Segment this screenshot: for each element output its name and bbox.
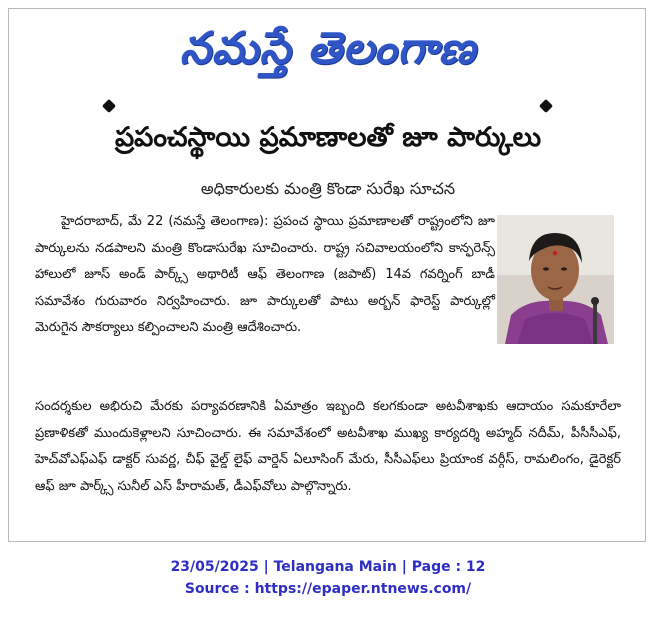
article-body-bottom: సందర్శకుల అభిరుచి మేరకు పర్యావరణానికి ఏమాత్రం ఇబ్బంది కలగకుండా అటవీశాఖకు ఆదాయం సమకూరేలా ప్రణాళికతో ముందుకెళ్లాలని సూచించారు. ఈ సమావేశంలో అటవీశాఖ ముఖ్య కార్యదర్శి అహ్మద్ నదీమ్, పీసీసీఎఫ్, హెచ్‌వోఎఫ్‌ఎఫ్ డాక్టర్ సువర్ణ, చీఫ్ వైల్డ్ లైఫ్ వార్డెన్ ఏలూసింగ్ మేరు, సీసీఎఫ్‌లు ప్రియాంక వర్గీస్, రామలింగం, డైరెక్టర్ ఆఫ్ జూ పార్క్స్ సునీల్ ఎస్ హీరామత్, డీఎఫ్‌వోలు పాల్గొన్నారు.	[35, 399, 621, 494]
minister-photo	[497, 215, 614, 344]
portrait-image	[497, 215, 614, 344]
footer-date-edition: 23/05/2025 | Telangana Main | Page : 12	[170, 559, 486, 575]
headline-ornament-right	[539, 99, 553, 113]
article-subheadline: అధికారులకు మంత్రి కొండా సురేఖ సూచన	[200, 179, 456, 198]
newspaper-clipping	[8, 8, 646, 542]
footer-source: Source : https://epaper.ntnews.com/	[184, 581, 472, 597]
headline-ornament-left	[102, 99, 116, 113]
article-body-top: హైదరాబాద్, మే 22 (నమస్తే తెలంగాణ): ప్రపంచ స్థాయి ప్రమాణాలతో రాష్ట్రంలోని జూ పార్కులను నడపాలని మంత్రి కొండాసురేఖ సూచించారు. రాష్ట్ర సచివాలయంలోని కాన్ఫరెన్స్ హాలులో జూస్ అండ్ పార్క్స్ అథారిటీ ఆఫ్ తెలంగాణ (జపాట్) 14వ గవర్నింగ్ బాడీ సమావేశం గురువారం నిర్వహించారు. జూ పార్కులతో పాటు అర్బన్ ఫారెస్ట్ పార్కుల్లో మెరుగైన సౌకర్యాలు కల్పించాలని మంత్రి ఆదేశించారు.	[35, 214, 495, 335]
masthead-title: నమస్తే తెలంగాణ	[179, 23, 477, 74]
article-headline: ప్రపంచస్థాయి ప్రమాణాలతో జూ పార్కులు	[114, 122, 542, 153]
masthead	[9, 19, 647, 79]
